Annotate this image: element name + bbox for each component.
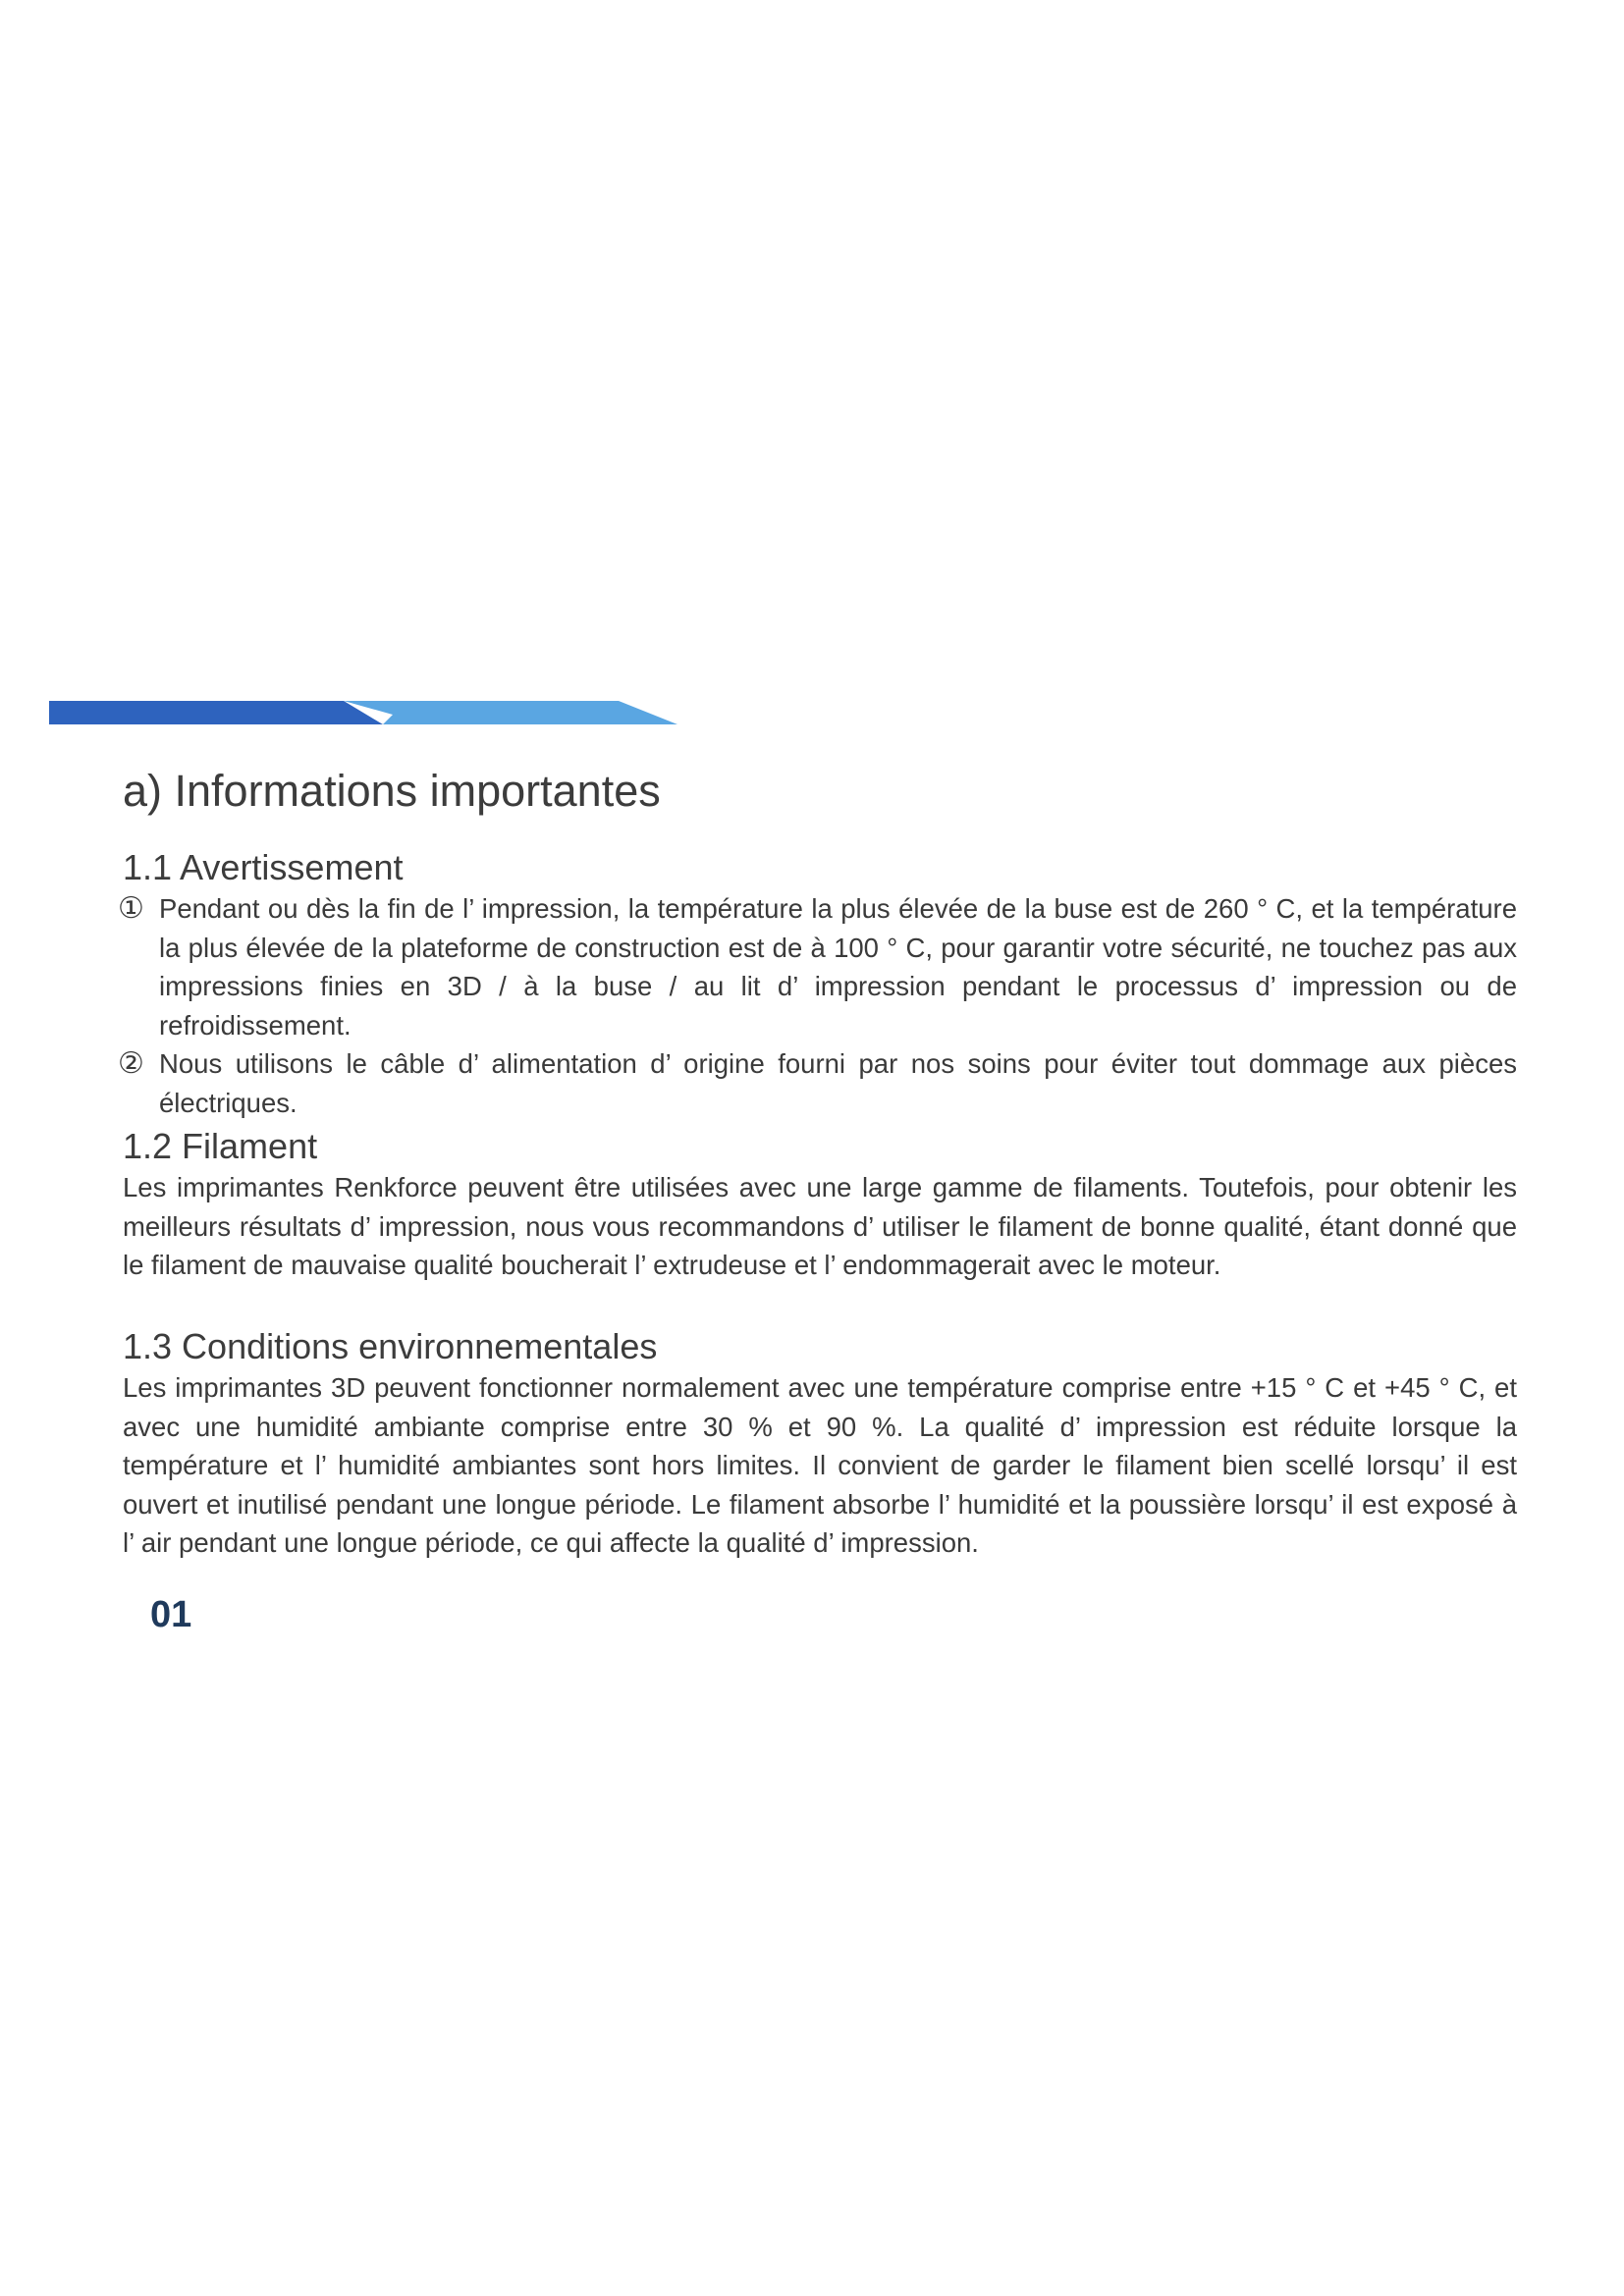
warning-item-2 [118, 1044, 1517, 1122]
warning-item-1-text: Pendant ou dès la fin de l’ impression, la température la plus élevée de la buse est de 260 ° C, et la température la plus élevée de la plateforme de construction est de à 100 ° C, pour garantir votre sécurité, ne touchez pas aux impressions finies en 3D / à la buse / au lit d’ impression pendant le processus d’ impression ou de refroidissement. [159, 893, 1517, 1041]
warning-heading: 1.1 Avertissement [123, 847, 404, 887]
header-bar-light-segment [344, 701, 677, 724]
header-decorative-bar [49, 701, 677, 724]
circled-number-1-icon: ① [118, 892, 144, 925]
warning-item-1 [118, 889, 1517, 1044]
environment-heading: 1.3 Conditions environnementales [123, 1326, 658, 1366]
circled-number-2-icon: ② [118, 1047, 144, 1080]
filament-heading: 1.2 Filament [123, 1126, 318, 1166]
warning-item-2-text: Nous utilisons le câble d’ alimentation d’ origine fourni par nos soins pour éviter tout dommage aux pièces électriques. [159, 1048, 1517, 1118]
page-number: 01 [150, 1594, 192, 1635]
header-bar-dark-segment [49, 701, 383, 724]
environment-paragraph: Les imprimantes 3D peuvent fonctionner normalement avec une température comprise entre +15 ° C et +45 ° C, et avec une humidité ambiante comprise entre 30 % et 90 %. La qualité d’ impression est réduite lorsque la température et l’ humidité ambiantes sont hors limites. Il convient de garder le filament bien scellé lorsqu’ il est ouvert et inutilisé pendant une longue période. Le filament absorbe l’ humidité et la poussière lorsqu’ il est exposé à l’ air pendant une longue période, ce qui affecte la qualité d’ impression. [123, 1372, 1517, 1558]
section-title: a) Informations importantes [123, 766, 661, 816]
filament-paragraph: Les imprimantes Renkforce peuvent être utilisées avec une large gamme de filaments. Toutefois, pour obtenir les meilleurs résultats d’ impression, nous vous recommandons d’ utiliser le filament de bonne qualité, étant donné que le filament de mauvaise qualité boucherait l’ extrudeuse et l’ endommagerait avec le moteur. [123, 1172, 1517, 1280]
